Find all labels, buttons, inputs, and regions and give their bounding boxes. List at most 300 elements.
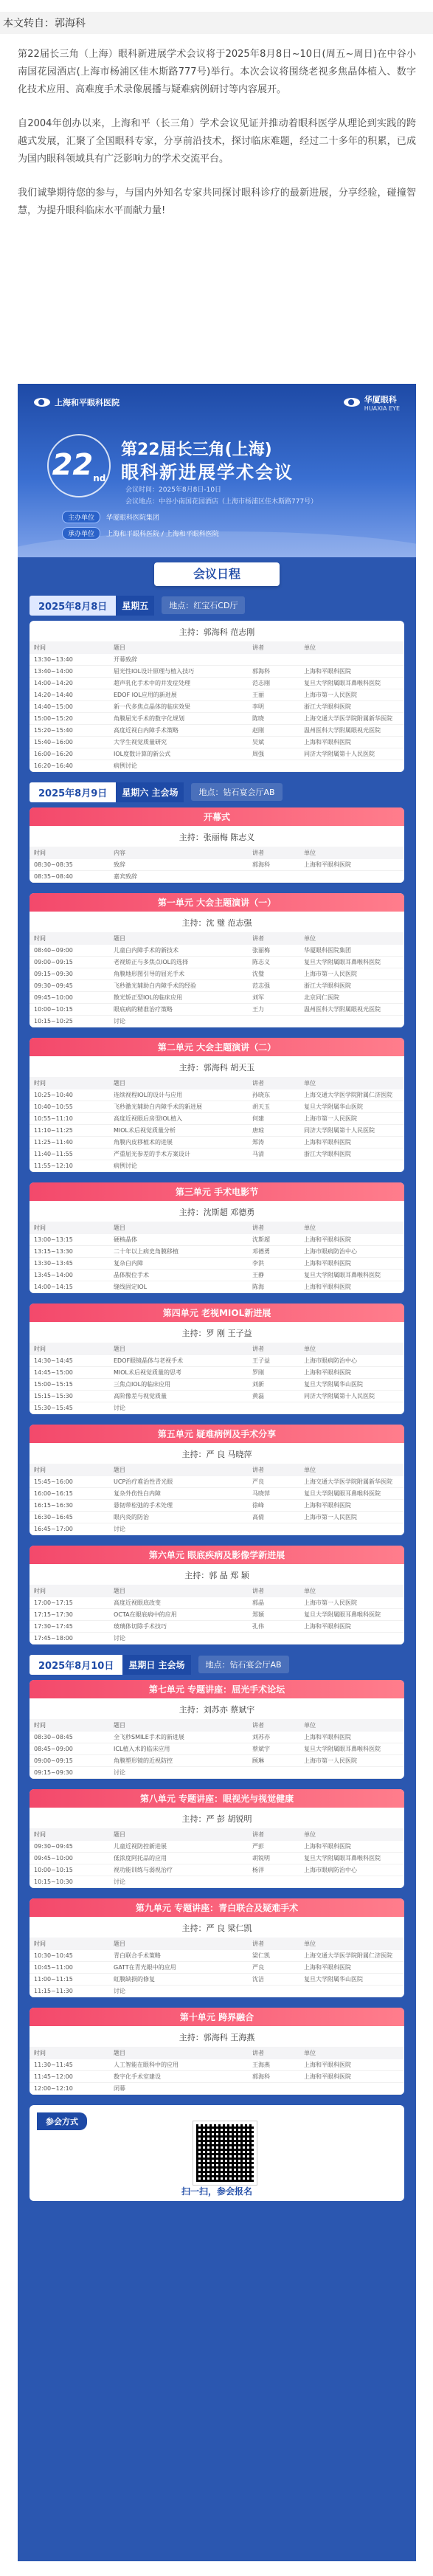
session-card [30,1680,404,1779]
table-cell: 讨论 [109,1633,248,1645]
table-header: 单位 [299,1828,404,1841]
table-cell: 复旦大学附属华山医院 [299,1101,404,1113]
session-table [30,932,404,1027]
table-cell: 复旦大学附属眼耳鼻喉科医院 [299,678,404,689]
session-chairs: 主持：郭海科 胡天玉 [179,1063,255,1072]
table-cell: 眼底病的精准治疗策略 [109,1004,248,1016]
registration-card [30,2105,404,2201]
session-table [30,1828,404,1888]
organizers: 主办单位 华厦眼科医院集团 承办单位 上海和平眼科医院 / 上海和平眼科医院 [62,511,372,543]
table-cell: 罗刚 [248,1367,299,1379]
table-header: 题目 [109,1222,248,1234]
table-cell: 青白联合手术策略 [109,1950,248,1962]
session-table [30,1343,404,1414]
day-weekday: 星期五 [116,596,154,616]
table-cell: 13:45~14:00 [30,1270,109,1281]
table-cell: 09:30~09:45 [30,980,109,992]
table-cell: 高阶像差与视觉质量 [109,1391,248,1402]
table-cell: 复旦大学附属华山医院 [299,1379,404,1391]
table-cell: 上海市眼病防治中心 [299,1355,404,1367]
table-cell: 上海交通大学医学院附属仁济医院 [299,1089,404,1101]
table-cell: 上海和平眼科医院 [299,1367,404,1379]
table-cell: 上海和平眼科医院 [299,1137,404,1148]
table-cell: 马清 [248,1148,299,1160]
table-cell: 上海和平眼科医院 [299,859,404,871]
table-cell: 15:00~15:20 [30,713,109,725]
table-cell: 浙江大学眼科医院 [299,980,404,992]
session-table [30,1464,404,1535]
source-line: 本文转自：郭海科 [0,12,433,34]
table-row [30,1986,404,1997]
table-cell: EDOF IOL应用的新进展 [109,689,248,701]
table-cell: 温州医科大学附属眼视光医院 [299,1004,404,1016]
table-cell: 张丽梅 [248,945,299,957]
table-row [30,678,404,689]
table-row [30,1500,404,1512]
table-cell: 11:30~11:45 [30,2059,109,2071]
table-row [30,760,404,772]
day-header [30,596,404,615]
intro-paragraph-1: 第22届长三角（上海）眼科新进展学术会议将于2025年8月8日~10日(周五~周日)在中谷小南国花园酒店(上海市杨浦区佳木斯路777号)举行。本次会议将围绕老视多焦晶体植入、数字化技术应用、高难度手术录像展播与疑难病例研讨等内容展开。 [18,49,416,95]
table-cell: 吴斌 [248,737,299,748]
table-cell: 10:40~10:55 [30,1101,109,1113]
table-row [30,1488,404,1500]
table-cell: 08:30~08:45 [30,1732,109,1743]
table-cell: 复旦大学附属眼耳鼻喉科医院 [299,1488,404,1500]
table-cell: 开幕致辞 [109,654,248,666]
table-header: 时间 [30,1464,109,1476]
table-header: 时间 [30,1719,109,1732]
table-cell: 同济大学附属第十人民医院 [299,1391,404,1402]
table-cell: 11:25~11:40 [30,1137,109,1148]
session-table [30,641,404,772]
table-header: 题目 [109,2047,248,2059]
table-cell: 陈志义 [248,957,299,968]
table-cell: 王静 [248,1270,299,1281]
table-cell: 黄磊 [248,1391,299,1402]
table-cell: 新一代多焦点晶体的临床效果 [109,701,248,713]
session-banner: 第七单元 专题讲座：屈光手术论坛 [30,1680,404,1698]
table-cell: 上海和平眼科医院 [299,1258,404,1270]
table-row [30,992,404,1004]
intro-text [18,46,416,236]
table-cell: 讨论 [109,1986,248,1997]
table-cell: 周强 [248,748,299,760]
table-row [30,1281,404,1293]
session-chairs: 主持：郭海科 王海燕 [179,2033,255,2042]
table-cell: 13:00~13:15 [30,1234,109,1246]
table-row [30,1597,404,1609]
table-row [30,957,404,968]
table-cell: 10:15~10:25 [30,1016,109,1027]
table-cell: 上海和平眼科医院 [299,1234,404,1246]
table-header: 题目 [109,1938,248,1950]
table-row [30,666,404,678]
table-cell: 郭海科 [248,666,299,678]
session-banner: 第五单元 疑难病例及手术分享 [30,1425,404,1443]
table-cell [299,1876,404,1888]
table-cell: 胡锐明 [248,1853,299,1864]
eye-logo-icon [34,398,50,407]
table-cell: GATT在青光眼中的应用 [109,1962,248,1974]
table-cell: 14:20~14:40 [30,689,109,701]
table-cell: 闭幕 [109,2083,248,2095]
table-cell: 10:55~11:10 [30,1113,109,1125]
table-cell: 复旦大学附属华山医院 [299,1974,404,1986]
table-cell: 08:35~08:40 [30,871,109,883]
table-cell: 角膜内皮移植术的进展 [109,1137,248,1148]
table-cell [299,760,404,772]
table-cell: 范志强 [248,980,299,992]
table-cell [248,2083,299,2095]
session-card [30,807,404,883]
table-cell: 复旦大学附属眼耳鼻喉科医院 [299,1743,404,1755]
table-cell: 刘苏亦 [248,1732,299,1743]
table-row [30,1125,404,1137]
table-cell: 嘉宾致辞 [109,871,248,883]
session-banner: 第三单元 手术电影节 [30,1182,404,1201]
table-cell: 儿童近视防控新进展 [109,1841,248,1853]
table-cell [248,1876,299,1888]
table-cell: 王丽 [248,689,299,701]
table-cell: 11:55~12:10 [30,1160,109,1172]
session-banner: 第九单元 专题讲座：青白联合及疑难手术 [30,1898,404,1917]
table-cell [299,1523,404,1535]
table-cell: 08:30~08:35 [30,859,109,871]
table-row [30,1767,404,1779]
table-cell: MIOL术后视觉质量的思考 [109,1367,248,1379]
table-cell: 王子益 [248,1355,299,1367]
table-cell: 11:00~11:15 [30,1974,109,1986]
table-header: 题目 [109,641,248,654]
registration-tag: 参会方式 [37,2112,87,2130]
table-cell: 高倩 [248,1512,299,1523]
table-cell: 李洪 [248,1258,299,1270]
table-cell: 李明 [248,701,299,713]
qr-code[interactable] [193,2121,257,2185]
table-cell: 10:00~10:15 [30,1864,109,1876]
table-cell [248,1767,299,1779]
table-header: 讲者 [248,1828,299,1841]
table-cell [299,1016,404,1027]
table-header: 时间 [30,641,109,654]
table-cell: 三焦点IOL的临床应用 [109,1379,248,1391]
table-cell: 上海和平眼科医院 [299,666,404,678]
table-row [30,1402,404,1414]
table-row [30,1512,404,1523]
table-cell: 严重屈光参差的手术方案设计 [109,1148,248,1160]
table-cell: 刘新 [248,1379,299,1391]
table-header: 题目 [109,1585,248,1597]
table-cell: 16:15~16:30 [30,1500,109,1512]
table-cell: 缝线固定IOL [109,1281,248,1293]
table-cell: 高度近视眼后房型IOL植入 [109,1113,248,1125]
table-cell: 浙江大学眼科医院 [299,701,404,713]
table-cell: 上海交通大学医学院附属新华医院 [299,713,404,725]
table-cell: 郑颖 [248,1609,299,1621]
table-cell: 复杂外伤性白内障 [109,1488,248,1500]
table-cell: 16:00~16:20 [30,748,109,760]
session-chairs: 主持：沈 璧 范志强 [181,918,252,928]
table-cell [299,871,404,883]
table-cell: 14:00~14:15 [30,1281,109,1293]
intro-paragraph-2: 自2004年创办以来，上海和平（长三角）学术会议见证并推动着眼科医学从理论到实践的跨越式发展，汇聚了全国眼科专家，分享前沿技术，探讨临床难题，经过二十多年的积累，已成为国内眼科领域具有广泛影响力的学术交流平台。 [18,118,416,165]
table-cell: 角膜塑形镜的近视防控 [109,1755,248,1767]
table-cell: 蔡斌宇 [248,1743,299,1755]
table-row [30,968,404,980]
table-row [30,1962,404,1974]
table-header: 单位 [299,1343,404,1355]
table-cell: 屈光性IOL设计原理与植入技巧 [109,666,248,678]
table-cell: 病例讨论 [109,760,248,772]
table-row [30,1732,404,1743]
table-row [30,2059,404,2071]
table-cell: 上海交通大学医学院附属仁济医院 [299,1950,404,1962]
session-chairs: 主持：严 良 马晓萍 [181,1450,252,1459]
table-cell: 14:40~15:00 [30,701,109,713]
table-header: 单位 [299,847,404,859]
table-cell: 11:45~12:00 [30,2071,109,2083]
schedule-days [18,596,416,2095]
day-weekday: 星期六 主会场 [116,782,184,802]
table-cell [299,1767,404,1779]
table-cell [248,1523,299,1535]
table-cell: 复杂白内障 [109,1258,248,1270]
table-row [30,1160,404,1172]
table-header: 讲者 [248,2047,299,2059]
session-table [30,1077,404,1172]
table-row [30,654,404,666]
table-cell: 15:40~16:00 [30,737,109,748]
table-cell: 15:30~15:45 [30,1402,109,1414]
table-cell: 上海市第一人民医院 [299,1113,404,1125]
table-row [30,2083,404,2095]
table-header: 题目 [109,1828,248,1841]
session-chairs: 主持：张丽梅 陈志义 [179,833,255,842]
table-header: 单位 [299,1585,404,1597]
table-row [30,1367,404,1379]
table-header: 时间 [30,1828,109,1841]
table-row [30,1258,404,1270]
table-header: 讲者 [248,1719,299,1732]
table-cell [299,1633,404,1645]
table-header: 题目 [109,1719,248,1732]
table-header: 时间 [30,847,109,859]
table-cell: 虹膜缺损的修复 [109,1974,248,1986]
table-row [30,1609,404,1621]
session-table [30,1719,404,1779]
table-row [30,859,404,871]
table-cell: 超声乳化手术中的并发症处理 [109,678,248,689]
table-cell: 沈洁 [248,1974,299,1986]
table-cell: 郭晶 [248,1597,299,1609]
table-row [30,713,404,725]
table-cell: 同济大学附属第十人民医院 [299,748,404,760]
table-row [30,1755,404,1767]
table-cell: 低浓度阿托品的应用 [109,1853,248,1864]
table-cell: 严彭 [248,1841,299,1853]
poster-title-line2: 眼科新进展学术会议 [121,462,294,483]
table-cell: 17:15~17:30 [30,1609,109,1621]
day-date: 2025年8月10日 [30,1655,122,1675]
table-cell: 悬韧带松弛的手术处理 [109,1500,248,1512]
table-cell: 09:15~09:30 [30,1767,109,1779]
schedule-title: 会议日程 [154,562,280,586]
table-cell: 16:00~16:15 [30,1488,109,1500]
table-cell: 致辞 [109,859,248,871]
session-chairs: 主持：郭 晶 郑 颖 [184,1571,249,1580]
table-row [30,1391,404,1402]
table-header: 单位 [299,1938,404,1950]
table-cell: 讨论 [109,1523,248,1535]
table-cell: 08:40~09:00 [30,945,109,957]
table-cell: 17:30~17:45 [30,1621,109,1633]
table-cell [248,1633,299,1645]
table-cell: 讨论 [109,1016,248,1027]
table-header: 题目 [109,1077,248,1089]
table-cell: 沈斯超 [248,1234,299,1246]
table-cell: 儿童白内障手术的新技术 [109,945,248,957]
table-cell: 上海和平眼科医院 [299,1281,404,1293]
table-header: 单位 [299,1464,404,1476]
table-header: 讲者 [248,847,299,859]
table-cell: 全飞秒SMILE手术的新进展 [109,1732,248,1743]
table-cell: 15:15~15:30 [30,1391,109,1402]
table-header: 时间 [30,1938,109,1950]
table-cell: 徐峰 [248,1500,299,1512]
table-row [30,2071,404,2083]
table-cell: 范志刚 [248,678,299,689]
day-header [30,782,404,802]
table-cell: 病例讨论 [109,1160,248,1172]
table-cell: 08:45~09:00 [30,1743,109,1755]
table-cell: 上海和平眼科医院 [299,1841,404,1853]
table-cell: 讨论 [109,1767,248,1779]
session-chairs: 主持：郭海科 范志刚 [179,627,255,637]
table-cell: OCTA在眼底病中的应用 [109,1609,248,1621]
table-cell: ICL植入术的临床应用 [109,1743,248,1755]
table-row [30,1864,404,1876]
session-card [30,1038,404,1172]
table-cell: 郑涛 [248,1137,299,1148]
table-row [30,1148,404,1160]
table-cell: 上海市第一人民医院 [299,1597,404,1609]
session-chairs: 主持：罗 刚 王子益 [181,1329,252,1338]
table-cell: 15:00~15:15 [30,1379,109,1391]
table-cell: 上海市第一人民医院 [299,1755,404,1767]
table-cell: 复旦大学附属眼耳鼻喉科医院 [299,957,404,968]
table-header: 讲者 [248,1077,299,1089]
table-cell: 15:20~15:40 [30,725,109,737]
conference-venue: 会议地点：中谷小南国花园酒店（上海市杨浦区佳木斯路777号） [125,498,318,506]
day-header [30,1655,404,1674]
day-date: 2025年8月9日 [30,782,116,802]
conference-poster [18,384,416,2561]
table-cell: 高度近视白内障手术策略 [109,725,248,737]
session-card [30,1182,404,1293]
table-cell: 上海市眼病防治中心 [299,1864,404,1876]
table-cell: 16:45~17:00 [30,1523,109,1535]
conference-date: 会议时间：2025年8月8日-10日 [125,486,222,494]
table-cell: 梁仁凯 [248,1950,299,1962]
group-logo: 华厦眼科 HUAXIA EYE [344,393,400,412]
day-weekday: 星期日 主会场 [122,1655,190,1675]
table-cell: 上海市第一人民医院 [299,689,404,701]
poster-title-line1: 第22届长三角(上海) [121,441,272,459]
table-row [30,748,404,760]
table-cell: 王海燕 [248,2059,299,2071]
table-cell: 讨论 [109,1876,248,1888]
table-row [30,1004,404,1016]
table-cell: 硬核晶体 [109,1234,248,1246]
table-header: 题目 [109,1343,248,1355]
table-header: 讲者 [248,1585,299,1597]
table-cell: 严良 [248,1476,299,1488]
table-cell: 10:00~10:15 [30,1004,109,1016]
table-header: 单位 [299,1077,404,1089]
table-cell [299,1402,404,1414]
scan-to-register: 扫一扫，参会报名 [181,2186,252,2197]
table-cell: 郭海科 [248,859,299,871]
table-cell: 13:15~13:30 [30,1246,109,1258]
table-cell: 上海市第一人民医院 [299,1512,404,1523]
table-header: 内容 [109,847,248,859]
session-card [30,1789,404,1888]
session-table [30,1585,404,1645]
table-row [30,1137,404,1148]
table-header: 单位 [299,1719,404,1732]
table-cell: 13:30~13:40 [30,654,109,666]
table-row [30,1743,404,1755]
table-cell: 上海和平眼科医院 [299,1621,404,1633]
table-cell: 北京同仁医院 [299,992,404,1004]
session-card [30,893,404,1027]
table-row [30,945,404,957]
table-cell: 杨洋 [248,1864,299,1876]
table-header: 讲者 [248,1222,299,1234]
table-cell: 09:00~09:15 [30,957,109,968]
table-cell: 何建 [248,1113,299,1125]
table-row [30,725,404,737]
table-cell: 上海市眼病防治中心 [299,1246,404,1258]
table-cell: 09:45~10:00 [30,992,109,1004]
table-header: 讲者 [248,1343,299,1355]
table-cell [248,760,299,772]
table-header: 单位 [299,641,404,654]
table-cell: 晶体脱位手术 [109,1270,248,1281]
table-header: 题目 [109,932,248,945]
table-cell: 11:15~11:30 [30,1986,109,1997]
table-cell: 17:00~17:15 [30,1597,109,1609]
table-header: 讲者 [248,641,299,654]
table-cell: 飞秒激光辅助白内障手术的新进展 [109,1101,248,1113]
table-cell: 唐琼 [248,1125,299,1137]
session-chairs: 主持：沈斯超 邓德勇 [179,1208,255,1217]
table-cell [248,1016,299,1027]
table-cell: 赵刚 [248,725,299,737]
table-cell: 王力 [248,1004,299,1016]
session-card [30,1898,404,1997]
table-row [30,1876,404,1888]
table-cell: 上海和平眼科医院 [299,737,404,748]
table-cell: 复旦大学附属眼耳鼻喉科医院 [299,1853,404,1864]
table-cell [299,1986,404,1997]
table-row [30,1523,404,1535]
table-cell: EDOF眼镜晶体与老视手术 [109,1355,248,1367]
table-cell: 邓德勇 [248,1246,299,1258]
table-row [30,1355,404,1367]
table-header: 时间 [30,2047,109,2059]
